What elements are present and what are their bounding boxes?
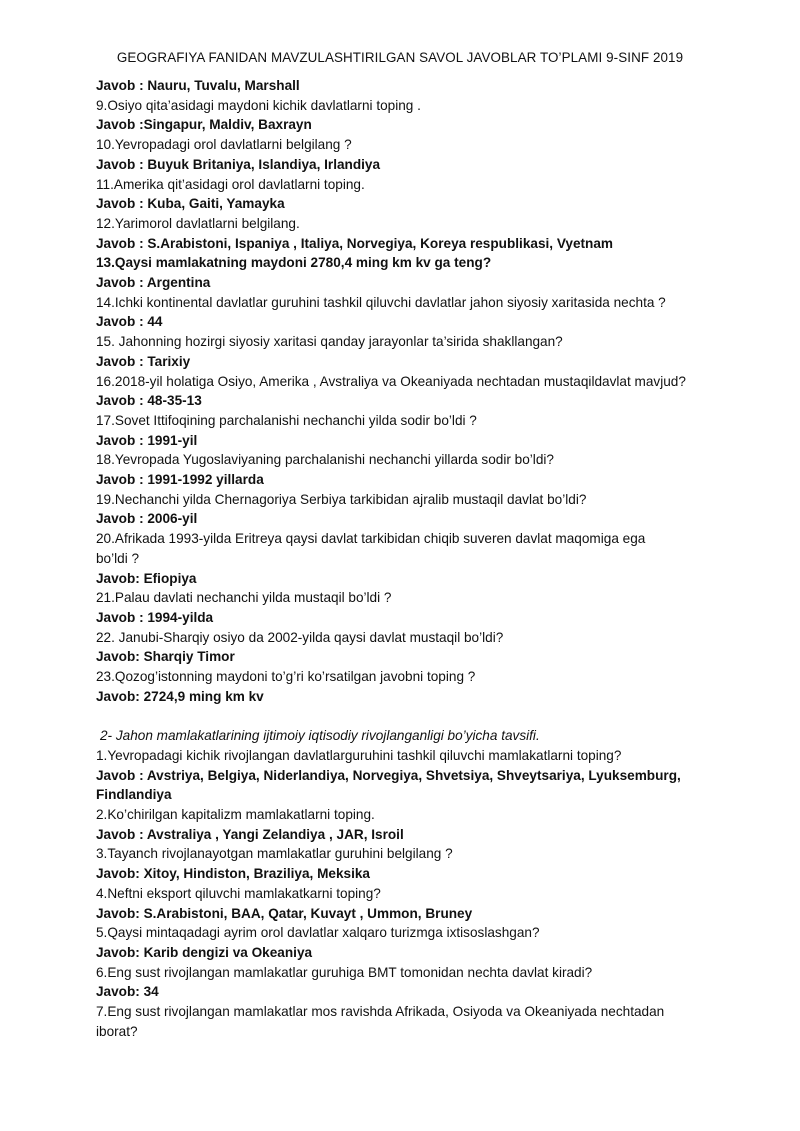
question-line: 2.Ko’chirilgan kapitalizm mamlakatlarni toping. bbox=[96, 807, 375, 822]
question-line: 16.2018-yil holatiga Osiyo, Amerika , Avstraliya va Okeaniyada nechtadan mustaqildavlat mavjud? bbox=[96, 373, 686, 389]
answer-line: Javob : 1991-yil bbox=[96, 432, 198, 448]
question-line: 12.Yarimorol davlatlarni belgilang. bbox=[96, 215, 300, 231]
answer-line: Javob : S.Arabistoni, Ispaniya , Italiya, Norvegiya, Koreya respublikasi, Vyetnam bbox=[96, 235, 614, 251]
answer-line: Javob: S.Arabistoni, BAA, Qatar, Kuvayt , Ummon, Bruney bbox=[96, 905, 473, 921]
question-line: 23.Qozog’istonning maydoni to’g’ri ko’rsatilgan javobni toping ? bbox=[96, 669, 476, 685]
question-line: 14.Ichki kontinental davlatlar guruhini tashkil qiluvchi davlatlar jahon siyosiy xaritasida nechta ? bbox=[96, 294, 666, 310]
question-line: 3.Tayanch rivojlanayotgan mamlakatlar guruhini belgilang ? bbox=[96, 846, 453, 862]
answer-line: Javob: Xitoy, Hindiston, Braziliya, Meksika bbox=[96, 866, 370, 882]
answer-line: Javob : Nauru, Tuvalu, Marshall bbox=[96, 78, 300, 93]
question-line: 11.Amerika qit’asidagi orol davlatlarni toping. bbox=[96, 176, 365, 192]
question-line: 6.Eng sust rivojlangan mamlakatlar guruhiga BMT tomonidan nechta davlat kiradi? bbox=[96, 964, 593, 980]
paragraph-spacer bbox=[96, 707, 716, 727]
question-line: 7.Eng sust rivojlangan mamlakatlar mos ravishda Afrikada, Osiyoda va Okeaniyada nechtadan bbox=[96, 1004, 665, 1020]
question-line-continuation: iborat? bbox=[96, 1023, 138, 1039]
answer-line: Javob: 34 bbox=[96, 984, 159, 1000]
document-body bbox=[96, 76, 716, 1041]
page-header: GEOGRAFIYA FANIDAN MAVZULASHTIRILGAN SAVOL JAVOBLAR TO’PLAMI 9-SINF 2019 bbox=[116, 50, 684, 65]
question-line: 15. Jahonning hozirgi siyosiy xaritasi qanday jarayonlar ta’sirida shakllangan? bbox=[96, 334, 563, 350]
question-line: 17.Sovet Ittifoqining parchalanishi nechanchi yilda sodir bo’ldi ? bbox=[96, 412, 477, 428]
answer-line: Javob : Avstriya, Belgiya, Niderlandiya, Norvegiya, Shvetsiya, Shveytsariya, Lyuksemburg, bbox=[96, 767, 681, 783]
answer-line: Javob : 44 bbox=[96, 314, 163, 330]
question-line: 19.Nechanchi yilda Chernagoriya Serbiya tarkibidan ajralib mustaqil davlat bo’ldi? bbox=[96, 491, 587, 507]
answer-line: Javob: Sharqiy Timor bbox=[96, 649, 235, 665]
question-line: 9.Osiyo qita’asidagi maydoni kichik davlatlarni toping . bbox=[96, 97, 421, 113]
question-line: 1.Yevropadagi kichik rivojlangan davlatlarguruhini tashkil qiluvchi mamlakatlarni toping? bbox=[96, 747, 622, 763]
answer-line: Javob : Tarixiy bbox=[96, 353, 191, 369]
question-line: 18.Yevropada Yugoslaviyaning parchalanishi nechanchi yillarda sodir bo’ldi? bbox=[96, 452, 554, 468]
question-line: 13.Qaysi mamlakatning maydoni 2780,4 ming km kv ga teng? bbox=[96, 255, 492, 271]
answer-line: Javob : Argentina bbox=[96, 275, 211, 291]
answer-line: Javob :Singapur, Maldiv, Baxrayn bbox=[96, 117, 312, 133]
answer-line: Javob : 2006-yil bbox=[96, 511, 198, 527]
section-heading: 2- Jahon mamlakatlarining ijtimoiy iqtisodiy rivojlanganligi bo’yicha tavsifi. bbox=[100, 728, 540, 744]
answer-line: Javob: Karib dengizi va Okeaniya bbox=[96, 944, 313, 960]
answer-line: Javob : 1994-yilda bbox=[96, 609, 214, 625]
answer-line: Javob : Kuba, Gaiti, Yamayka bbox=[96, 196, 285, 212]
answer-line: Javob: 2724,9 ming km kv bbox=[96, 688, 264, 704]
question-line: 21.Palau davlati nechanchi yilda mustaqil bo’ldi ? bbox=[96, 590, 392, 606]
question-line: 10.Yevropadagi orol davlatlarni belgilang ? bbox=[96, 137, 352, 153]
answer-line: Javob: Efiopiya bbox=[96, 570, 197, 586]
answer-line-continuation: Findlandiya bbox=[96, 787, 172, 803]
answer-line: Javob : Buyuk Britaniya, Islandiya, Irlandiya bbox=[96, 156, 381, 172]
question-line: 5.Qaysi mintaqadagi ayrim orol davlatlar xalqaro turizmga ixtisoslashgan? bbox=[96, 925, 540, 941]
question-line: 4.Neftni eksport qiluvchi mamlakatkarni toping? bbox=[96, 885, 381, 901]
question-line-continuation: bo’ldi ? bbox=[96, 550, 140, 566]
answer-line: Javob : 1991-1992 yillarda bbox=[96, 472, 264, 488]
answer-line: Javob : Avstraliya , Yangi Zelandiya , JAR, Isroil bbox=[96, 826, 404, 842]
answer-line: Javob : 48-35-13 bbox=[96, 393, 202, 409]
question-line: 20.Afrikada 1993-yilda Eritreya qaysi davlat tarkibidan chiqib suveren davlat maqomiga ega bbox=[96, 531, 646, 547]
question-line: 22. Janubi-Sharqiy osiyo da 2002-yilda qaysi davlat mustaqil bo’ldi? bbox=[96, 629, 504, 645]
